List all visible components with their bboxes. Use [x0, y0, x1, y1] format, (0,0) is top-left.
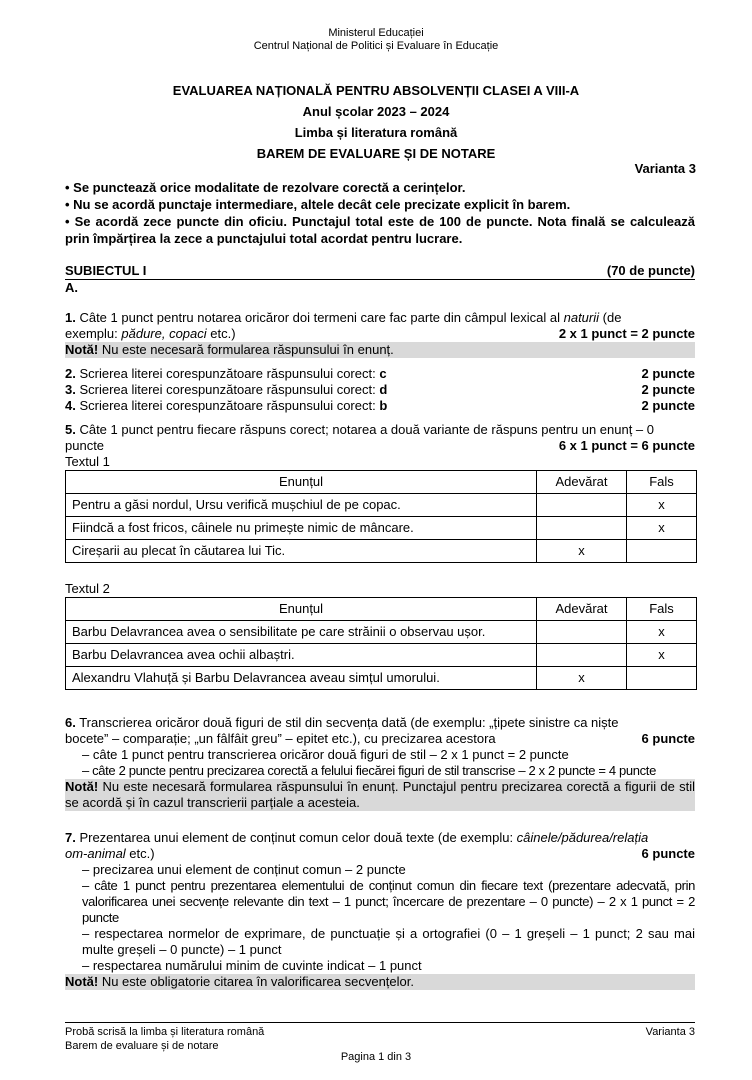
- q7-italic: câinele/pădurea/relația: [516, 830, 649, 845]
- false-cell: x: [627, 494, 697, 517]
- q6-text: Transcrierea oricăror două figuri de stil din secvența dată (de exemplu: „țipete sinistre ca niște: [75, 715, 619, 730]
- q1-text-end: (de: [599, 310, 622, 325]
- subject-label: SUBIECTUL I: [65, 263, 147, 278]
- ministry-name: Ministerul Educației: [328, 27, 424, 39]
- table-header-row: [66, 598, 697, 621]
- q6-note-label: Notă!: [65, 779, 99, 794]
- q6-number: 6.: [65, 715, 76, 730]
- q7-criterion-2: – câte 1 punct pentru prezentarea elementului de conținut comun din fiecare text (prezentare adecvată, prin valorificarea unei secvențe relevante din text – 1 punct; încercare de prezentare – 0 puncte) – 2 x 1 punct = 2 puncte: [82, 878, 695, 925]
- footer-variant: Varianta 3: [645, 1026, 695, 1038]
- statement-cell: Cireșarii au plecat în căutarea lui Tic.: [66, 540, 537, 563]
- statement-cell: Barbu Delavrancea avea ochii albaștri.: [66, 644, 537, 667]
- footer-barem: Barem de evaluare și de notare: [65, 1040, 219, 1052]
- true-cell: [537, 517, 627, 540]
- false-cell: x: [627, 644, 697, 667]
- q1-number: 1.: [65, 310, 76, 325]
- false-cell: [627, 667, 697, 690]
- q5-number: 5.: [65, 422, 76, 437]
- q1-text: Câte 1 punct pentru notarea oricăror doi termeni care fac parte din câmpul lexical al: [75, 310, 564, 325]
- q7-line2-end: etc.): [125, 846, 155, 861]
- q4-points: 2 puncte: [641, 398, 695, 413]
- q1-line2-end: etc.): [206, 326, 236, 341]
- q7-text: Prezentarea unui element de conținut comun celor două texte (de exemplu:: [75, 830, 517, 845]
- true-cell: [537, 644, 627, 667]
- rule-1: • Se punctează orice modalitate de rezolvare corectă a cerințelor.: [65, 180, 466, 195]
- document-title: [0, 80, 752, 164]
- question-3: [65, 382, 695, 398]
- q4-answer: b: [379, 398, 388, 413]
- table2-label: Textul 2: [65, 581, 110, 596]
- subject-points: (70 de puncte): [606, 263, 695, 278]
- q3-answer: d: [379, 382, 388, 397]
- q7-criterion-4: – respectarea numărului minim de cuvinte indicat – 1 punct: [82, 958, 422, 973]
- variant-label: Varianta 3: [634, 161, 696, 176]
- title-line-3: Limba și literatura română: [294, 125, 458, 140]
- center-name: Centrul Național de Politici și Evaluare în Educație: [253, 40, 499, 52]
- q3-text: Scrierea literei corespunzătoare răspunsului corect:: [75, 382, 380, 397]
- question-7: [65, 830, 695, 990]
- q1-score: 2 x 1 punct = 2 puncte: [558, 326, 695, 341]
- q7-note-text: Nu este obligatorie citarea în valorificarea secvențelor.: [98, 974, 414, 989]
- q7-line2-italic: om-animal: [65, 846, 126, 861]
- q5-text-line2: puncte: [65, 438, 105, 453]
- page-number: Pagina 1 din 3: [340, 1051, 412, 1063]
- table-row: [66, 540, 697, 563]
- table-row: [66, 644, 697, 667]
- table-row: [66, 621, 697, 644]
- table-header-row: [66, 471, 697, 494]
- q6-points: 6 puncte: [641, 731, 695, 746]
- q4-text: Scrierea literei corespunzătoare răspunsului corect:: [75, 398, 380, 413]
- q7-points: 6 puncte: [641, 846, 695, 861]
- question-6: [65, 715, 695, 811]
- q7-note-label: Notă!: [65, 974, 99, 989]
- statement-cell: Barbu Delavrancea avea o sensibilitate pe care străinii o observau ușor.: [66, 621, 537, 644]
- page-footer: [65, 1022, 695, 1053]
- title-line-1: EVALUAREA NAȚIONALĂ PENTRU ABSOLVENȚII CLASEI A VIII-A: [172, 83, 580, 98]
- table1-label: Textul 1: [65, 454, 110, 469]
- table-row: [66, 667, 697, 690]
- general-rules: [65, 179, 695, 247]
- q6-criterion-2: – câte 2 puncte pentru precizarea corectă a felului fiecărei figuri de stil transcrise – 2 x 2 puncte = 4 puncte: [82, 763, 656, 778]
- table-text-1: [65, 470, 697, 563]
- statement-cell: Alexandru Vlahuță și Barbu Delavrancea aveau simțul umorului.: [66, 667, 537, 690]
- rule-2: • Nu se acordă punctaje intermediare, altele decât cele precizate explicit în barem.: [65, 197, 571, 212]
- question-4: [65, 398, 695, 414]
- header-adevarat: Adevărat: [537, 471, 627, 494]
- false-cell: x: [627, 621, 697, 644]
- table-text-2: [65, 597, 697, 690]
- q1-italic: naturii: [563, 310, 600, 325]
- false-cell: [627, 540, 697, 563]
- q2-answer: c: [379, 366, 387, 381]
- rule-3: • Se acordă zece puncte din oficiu. Punctajul total este de 100 de puncte. Nota finală se calculează prin împărțirea la zece a punctajului total acordat pentru lucrare.: [65, 214, 695, 246]
- table-row: [66, 494, 697, 517]
- q5-score: 6 x 1 punct = 6 puncte: [558, 438, 695, 453]
- table-text-1-wrap: [65, 470, 695, 563]
- q4-number: 4.: [65, 398, 76, 413]
- q7-criterion-1: – precizarea unui element de conținut comun – 2 puncte: [82, 862, 406, 877]
- q3-number: 3.: [65, 382, 76, 397]
- true-cell: x: [537, 540, 627, 563]
- q1-note-text: Nu este necesară formularea răspunsului în enunț.: [98, 342, 394, 357]
- questions-2-4: [65, 366, 695, 414]
- q6-note-text: Nu este necesară formularea răspunsului în enunț. Punctajul pentru precizarea corectă a figurii de stil se acordă și în cazul transcrierii parțiale a acesteia.: [65, 779, 695, 810]
- question-5: [65, 422, 695, 470]
- true-cell: x: [537, 667, 627, 690]
- title-line-2: Anul școlar 2023 – 2024: [302, 104, 450, 119]
- q6-criterion-1: – câte 1 punct pentru transcrierea oricăror două figuri de stil – 2 x 1 punct = 2 puncte: [82, 747, 569, 762]
- q5-text: Câte 1 punct pentru fiecare răspuns corect; notarea a două variante de răspuns pentru un enunț – 0: [75, 422, 655, 437]
- q7-note: [65, 974, 695, 990]
- header-adevarat: Adevărat: [537, 598, 627, 621]
- q1-note: [65, 342, 695, 358]
- false-cell: x: [627, 517, 697, 540]
- q1-line2: exemplu:: [65, 326, 122, 341]
- q7-number: 7.: [65, 830, 76, 845]
- statement-cell: Pentru a găsi nordul, Ursu verifică mușchiul de pe copac.: [66, 494, 537, 517]
- subject-heading: [65, 263, 695, 280]
- document-header: [0, 27, 752, 53]
- q7-criterion-3: – respectarea normelor de exprimare, de punctuație și a ortografiei (0 – 1 greșeli – 1 punct; 2 sau mai multe greșeli – 0 puncte) – 1 punct: [82, 926, 695, 957]
- footer-exam: Probă scrisă la limba și literatura română: [65, 1026, 265, 1038]
- table-row: [66, 517, 697, 540]
- q1-note-label: Notă!: [65, 342, 99, 357]
- true-cell: [537, 494, 627, 517]
- statement-cell: Fiindcă a fost fricos, câinele nu primește nimic de mâncare.: [66, 517, 537, 540]
- header-fals: Fals: [627, 598, 697, 621]
- q2-points: 2 puncte: [641, 366, 695, 381]
- subject-part-label: A.: [65, 280, 78, 295]
- q3-points: 2 puncte: [641, 382, 695, 397]
- question-2: [65, 366, 695, 382]
- q6-note: [65, 779, 695, 811]
- header-fals: Fals: [627, 471, 697, 494]
- q2-text: Scrierea literei corespunzătoare răspunsului corect:: [75, 366, 380, 381]
- q1-line2-italic: pădure, copaci: [121, 326, 207, 341]
- header-enuntul: Enunțul: [66, 598, 537, 621]
- title-line-4: BAREM DE EVALUARE ȘI DE NOTARE: [256, 146, 496, 161]
- q2-number: 2.: [65, 366, 76, 381]
- q6-text-line2: bocete” – comparație; „un fâlfâit greu” – epitet etc.), cu precizarea acestora: [65, 731, 496, 746]
- true-cell: [537, 621, 627, 644]
- question-1: [65, 310, 695, 358]
- header-enuntul: Enunțul: [66, 471, 537, 494]
- table-text-2-wrap: [65, 597, 695, 690]
